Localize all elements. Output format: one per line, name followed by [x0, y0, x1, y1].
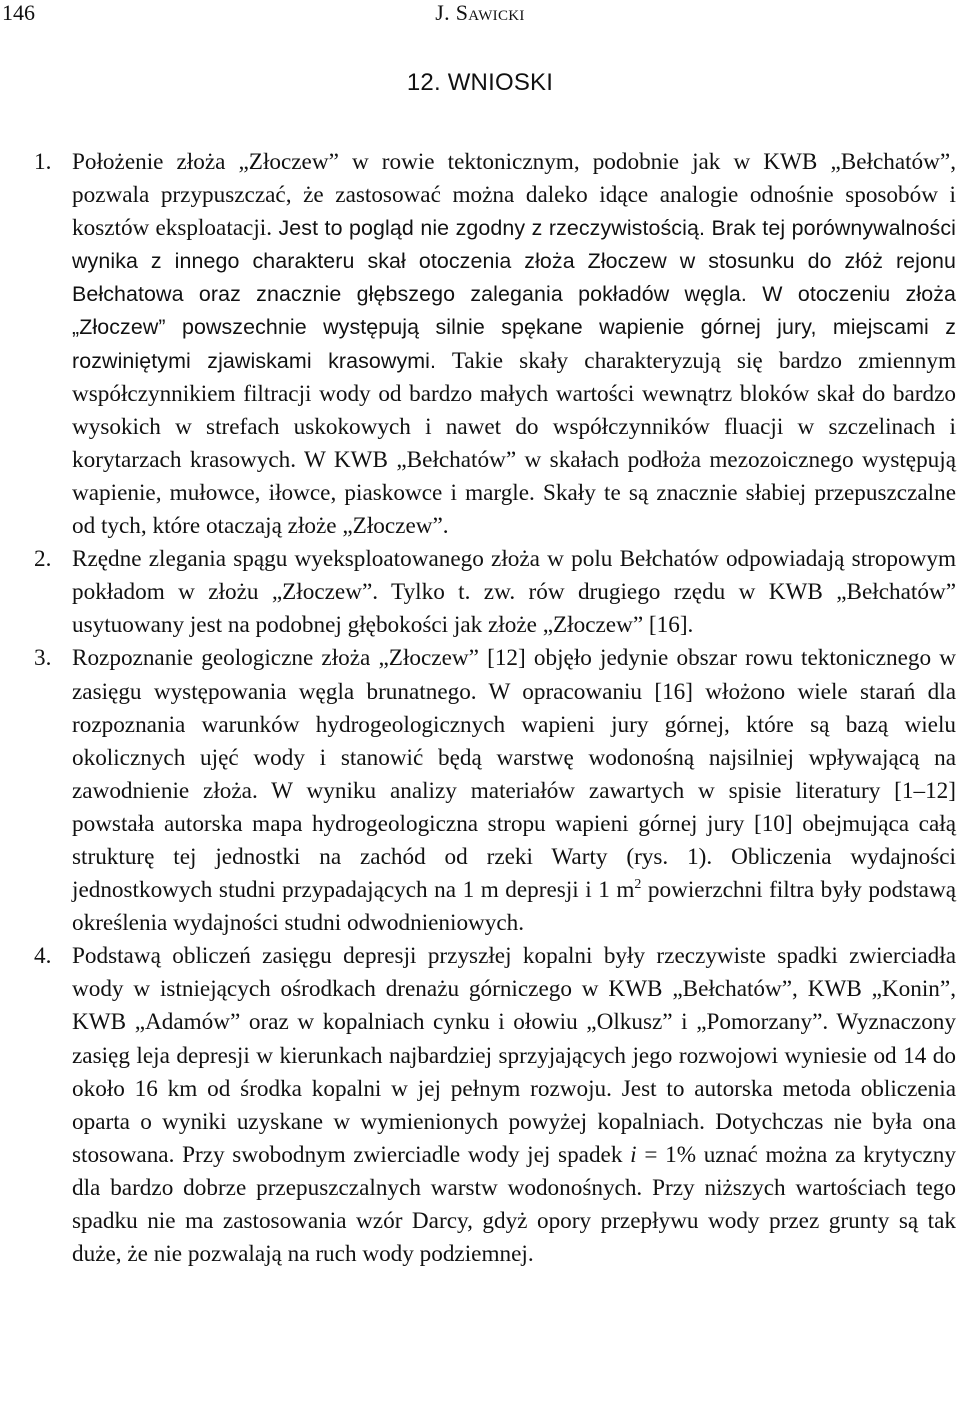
- conclusion-2-text: Rzędne zlegania spągu wyeksploatowanego złoża w polu Bełchatów odpowiadają stropowym pokładom w złożu „Złoczew”. Tylko t. zw. rów drugiego rzędu w KWB „Bełchatów” usytuowany jest na podobnej głębokości jak złoże „Złoczew” [16].: [72, 546, 956, 639]
- conclusion-1-text-c: Brak tej porównywalności wynika z innego charakteru skał otoczenia złoża Złoczew w stosunku do złóż rejonu Bełchatowa oraz znacznie głębszego zalegania pokładów węgla.: [72, 216, 956, 307]
- conclusion-3-text-a: Rozpoznanie geologiczne złoża „Złoczew” [12] objęło jedynie obszar rowu tektonicznego w zasięgu występowania węgla brunatnego. W opracowaniu [16] włożono wiele starań dla rozpoznania warunków hydrogeologicznych wapieni jury górnej, które są bazą wielu okolicznych ujęć wody i stanowić będą warstwę wodonośną najsilniej wpływającą na zawodnienie złoża. W wyniku analizy materiałów zawartych w spisie literatury [1–12] powstała autorska mapa hydrogeologiczna stropu wapieni górnej jury [10] obejmująca całą strukturę tej jednostki na zachód od rzeki Warty (rys. 1). Obliczenia wydajności jednostkowych studni przypadających na 1 m depresji i 1 m: [72, 645, 956, 904]
- item-number: 2.: [34, 546, 52, 573]
- conclusions-list: [34, 146, 956, 1271]
- author-surname: Sawicki: [455, 0, 525, 25]
- section-title: 12. WNIOSKI: [406, 69, 554, 96]
- item-number: 1.: [34, 149, 52, 175]
- conclusion-4-text-a: Podstawą obliczeń zasięgu depresji przyszłej kopalni były rzeczywiste spadki zwierciadła wody w istniejących ośrodkach drenażu górniczego w KWB „Bełchatów”, KWB „Konin”, KWB „Adamów” oraz w kopalniach cynku i ołowiu „Olkusz” i „Pomorzany”. Wyznaczony zasięg leja depresji w kierunkach najbardziej sprzyjających jego rozwojowi wyniesie od 14 do około 16 km od środka kopalni w jej pełnym rozwoju. Jest to autorska metoda obliczenia oparta o wyniki uzyskane w wymienionych powyżej kopalniach. Dotychczas nie była ona stosowana. Przy swobodnym zwierciadle wody jej spadek: [72, 943, 956, 1168]
- conclusion-item-1: [34, 146, 956, 543]
- conclusion-4-text-b: = 1% uznać można za krytyczny dla bardzo dobrze przepuszczalnych warstw wodonośnych. Przy niższych wartościach tego spadku nie ma zastosowania wzór Darcy, gdyż opory przepływu wody przez grunty są tak duże, że nie pozwalają na ruch wody podziemnej.: [72, 1141, 956, 1268]
- author-initial: J.: [435, 0, 456, 25]
- item-number: 4.: [34, 943, 52, 970]
- item-number: 3.: [34, 645, 52, 672]
- conclusion-item-2: [34, 543, 956, 642]
- conclusion-1-text-b: Jest to pogląd nie zgodny z rzeczywistością.: [272, 216, 705, 241]
- conclusion-3-text-b: powierzchni filtra były podstawą określenia wydajności studni odwodnieniowych.: [72, 877, 957, 937]
- conclusion-1-text-e: Takie skały charakteryzują się bardzo zmiennym współczynnikiem filtracji wody od bardzo małych wartości wewnątrz bloków skał do bardzo wysokich w strefach uskokowych i nawet do współczynników fluacji w szczelinach i korytarzach krasowych. W KWB „Bełchatów” w skałach podłoża mezozoicznego występują wapienie, mułowce, iłowce, piaskowce i margle. Skały te są znacznie słabiej przepuszczalne od tych, które otaczają złoże „Złoczew”.: [72, 347, 956, 540]
- variable-i: i: [630, 1141, 637, 1168]
- conclusion-item-4: [34, 940, 956, 1271]
- conclusion-1-text-d: W otoczeniu złoża „Złoczew” powszechnie występują silnie spękane wapienie górnej jury, miejscami z rozwiniętymi zjawiskami krasowymi.: [72, 282, 956, 373]
- running-head: [0, 0, 960, 28]
- conclusion-1-text-a: Położenie złoża „Złoczew” w rowie tektonicznym, podobnie jak w KWB „Bełchatów”, pozwala przypuszczać, że zastosować można daleko idące analogie odnośnie sposobów i kosztów eksploatacji.: [72, 149, 956, 242]
- conclusion-item-3: [34, 642, 956, 940]
- page-number: 146: [2, 0, 35, 25]
- running-author: [0, 0, 960, 26]
- superscript: 2: [634, 877, 642, 893]
